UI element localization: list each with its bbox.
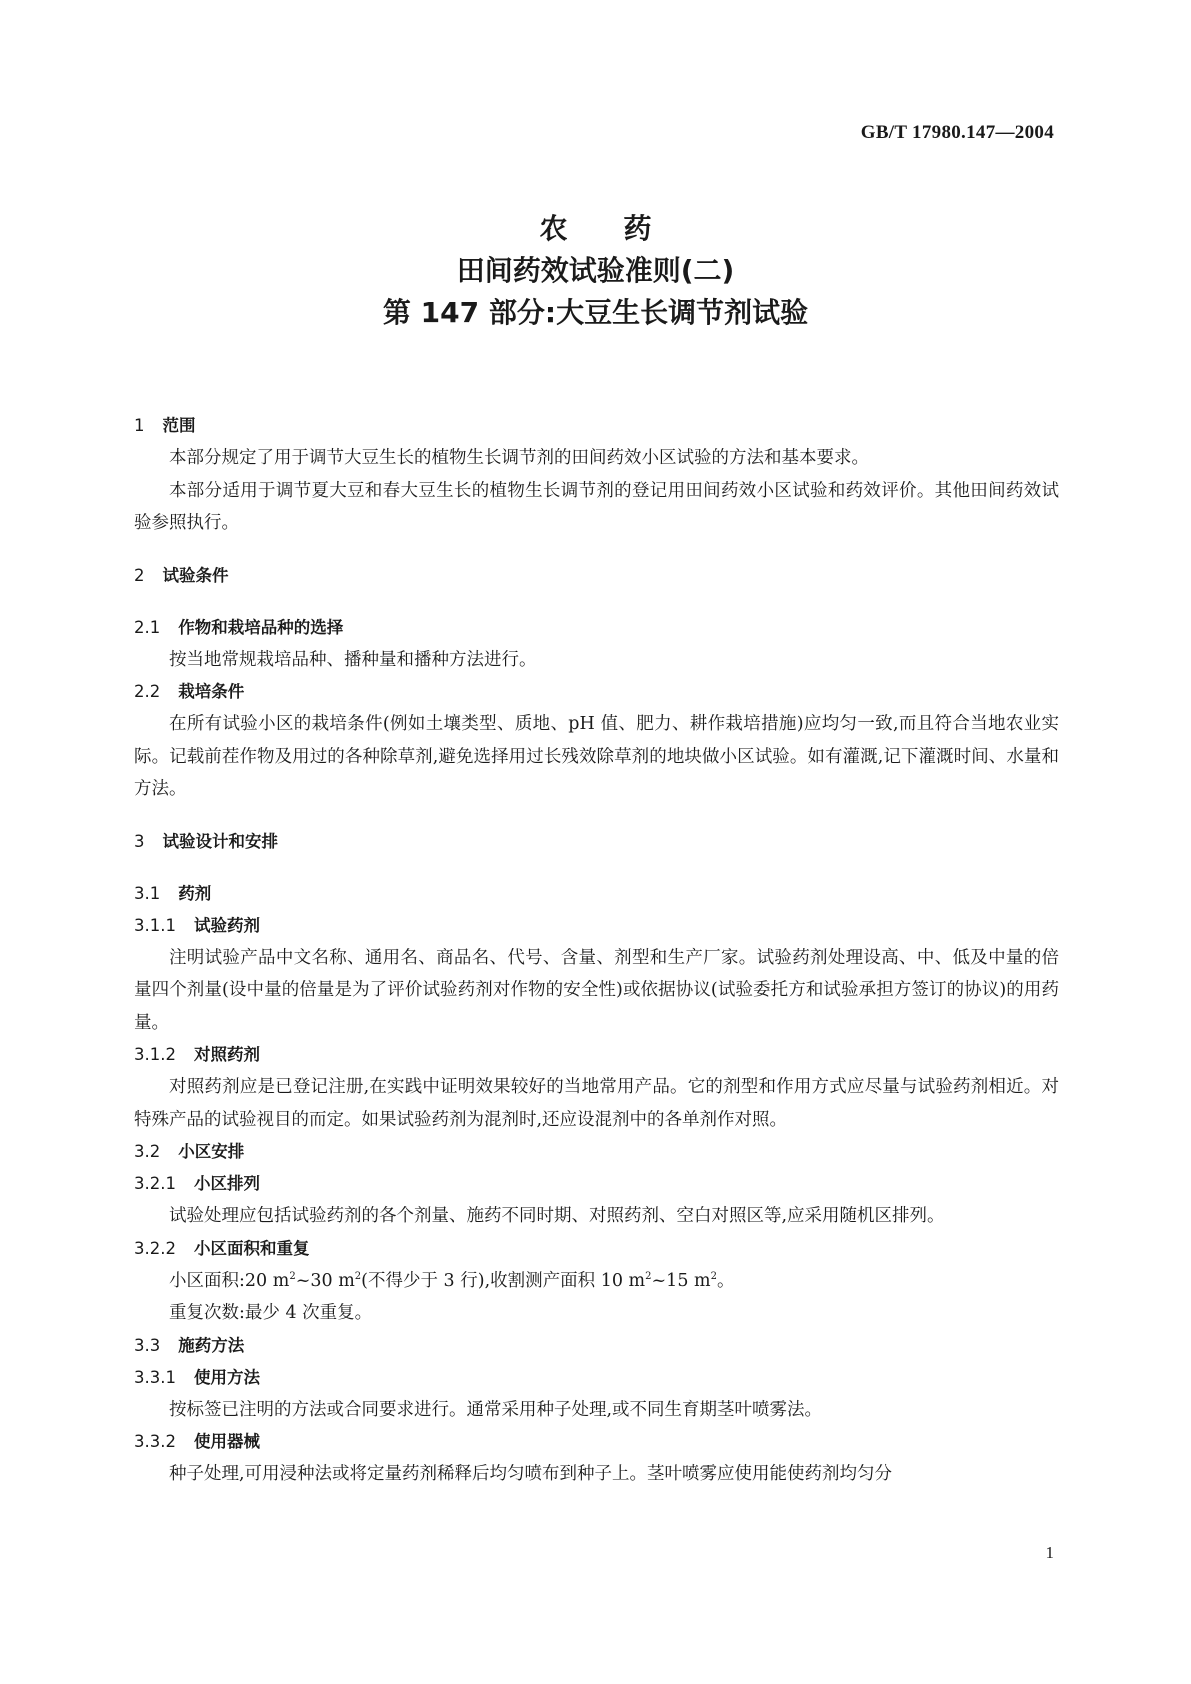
standard-code: GB/T 17980.147—2004 xyxy=(860,122,1054,143)
heading-2-1: 2.1 作物和栽培品种的选择 xyxy=(134,617,344,637)
heading-3-1: 3.1 药剂 xyxy=(134,883,212,903)
title-line-2: 田间药效试验准则(二) xyxy=(456,254,735,287)
paragraph: 对照药剂应是已登记注册,在实践中证明效果较好的当地常用产品。它的剂型和作用方式应尽量与试验药剂相近。对特殊产品的试验视目的而定。如果试验药剂为混剂时,还应设混剂中的各单剂作对照。 xyxy=(134,1077,1059,1130)
paragraph: 按当地常规栽培品种、播种量和播种方法进行。 xyxy=(169,649,537,670)
paragraph: 种子处理,可用浸种法或将定量药剂稀释后均匀喷布到种子上。茎叶喷雾应使用能使药剂均匀分 xyxy=(169,1464,893,1484)
heading-2: 2 试验条件 xyxy=(134,565,229,585)
title-block xyxy=(0,208,1191,334)
paragraph: 在所有试验小区的栽培条件(例如土壤类型、质地、pH 值、肥力、耕作栽培措施)应均匀一致,而且符合当地农业实际。记载前茬作物及用过的各种除草剂,避免选择用过长残效除草剂的地块做小区试验。如有灌溉,记下灌溉时间、水量和方法。 xyxy=(134,714,1059,799)
page-number: 1 xyxy=(1045,1543,1054,1562)
paragraph: 试验处理应包括试验药剂的各个剂量、施药不同时期、对照药剂、空白对照区等,应采用随机区排列。 xyxy=(169,1206,945,1226)
heading-1: 1 范围 xyxy=(134,416,196,435)
heading-3-2: 3.2 小区安排 xyxy=(134,1142,245,1161)
heading-3-3-1: 3.3.1 使用方法 xyxy=(134,1367,260,1387)
paragraph: 按标签已注明的方法或合同要求进行。通常采用种子处理,或不同生育期茎叶喷雾法。 xyxy=(169,1399,823,1420)
paragraph: 本部分规定了用于调节大豆生长的植物生长调节剂的田间药效小区试验的方法和基本要求。 xyxy=(169,448,869,468)
title-line-3: 第 147 部分:大豆生长调节剂试验 xyxy=(382,296,809,329)
heading-3-3: 3.3 施药方法 xyxy=(134,1335,245,1355)
heading-3-1-1: 3.1.1 试验药剂 xyxy=(134,915,260,935)
document-body xyxy=(134,410,1059,1491)
heading-3-2-1: 3.2.1 小区排列 xyxy=(134,1174,260,1193)
heading-3-3-2: 3.3.2 使用器械 xyxy=(134,1432,260,1451)
plot-area-paragraph: 小区面积:20 $m^2\sim 30$ $m^2$(不得少于 3 行),收割测产面积 10 $m^2\sim 15$ $m^2$。 xyxy=(169,1270,735,1291)
paragraph: 注明试验产品中文名称、通用名、商品名、代号、含量、剂型和生产厂家。试验药剂处理设高、中、低及中量的倍量四个剂量(设中量的倍量是为了评价试验药剂对作物的安全性)或依据协议(试验委托方和试验承担方签订的协议)的用药量。 xyxy=(134,947,1059,1033)
paragraph: 本部分适用于调节夏大豆和春大豆生长的植物生长调节剂的登记用田间药效小区试验和药效评价。其他田间药效试验参照执行。 xyxy=(134,480,1059,533)
heading-3: 3 试验设计和安排 xyxy=(134,831,278,851)
title-line-1: 农药 xyxy=(539,212,708,245)
paragraph: 重复次数:最少 4 次重复。 xyxy=(169,1303,373,1323)
heading-2-2: 2.2 栽培条件 xyxy=(134,682,245,701)
heading-3-2-2: 3.2.2 小区面积和重复 xyxy=(134,1238,310,1258)
heading-3-1-2: 3.1.2 对照药剂 xyxy=(134,1045,260,1064)
